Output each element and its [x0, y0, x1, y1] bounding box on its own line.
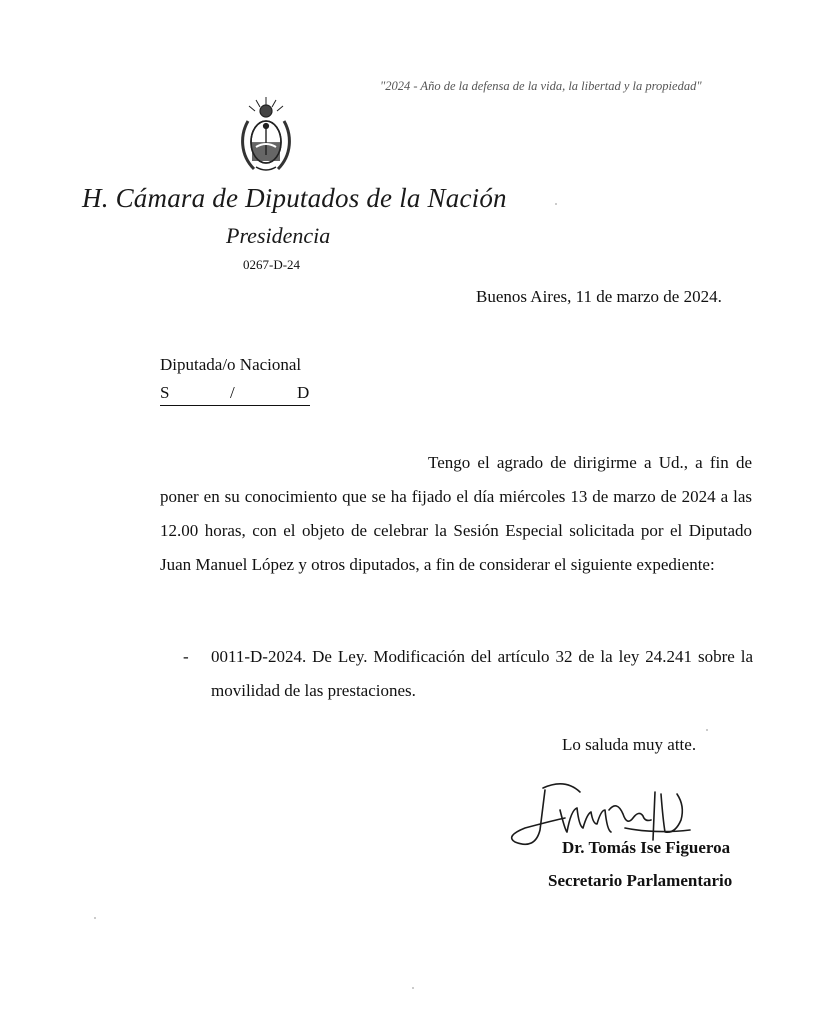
year-motto: "2024 - Año de la defensa de la vida, la libertad y la propiedad": [380, 79, 702, 93]
sd-right: D: [297, 383, 310, 402]
date-line: Buenos Aires, 11 de marzo de 2024.: [476, 287, 722, 306]
sd-left: S: [160, 383, 170, 402]
reference-number: 0267-D-24: [243, 257, 301, 272]
list-item-text: 0011-D-2024. De Ley. Modificación del artículo 32 de la ley 24.241 sobre la movilidad de las prestaciones.: [211, 647, 753, 700]
office-subheading: Presidencia: [226, 223, 331, 248]
chamber-name-heading: H. Cámara de Diputados de la Nación: [82, 183, 507, 213]
national-coat-of-arms-icon: [238, 95, 294, 175]
scan-speck: [94, 917, 96, 919]
sd-slash: /: [230, 383, 235, 402]
sd-underline: [160, 383, 310, 406]
list-bullet: -: [183, 647, 189, 666]
recipient-line: Diputada/o Nacional: [160, 355, 302, 374]
signer-title: Secretario Parlamentario: [548, 871, 733, 890]
closing-line: Lo saluda muy atte.: [562, 735, 697, 754]
scan-speck: [555, 203, 557, 205]
scan-speck: [412, 987, 414, 989]
signer-name: Dr. Tomás Ise Figueroa: [562, 838, 731, 857]
letter-body-paragraph: Tengo el agrado de dirigirme a Ud., a fin de poner en su conocimiento que se ha fijado el día miércoles 13 de marzo de 2024 a las 12.00 horas, con el objeto de celebrar la Sesión Especial solicitada por el Diputado Juan Manuel López y otros diputados, a fin de considerar el siguiente expediente:: [160, 453, 752, 574]
scan-speck: [706, 729, 708, 731]
